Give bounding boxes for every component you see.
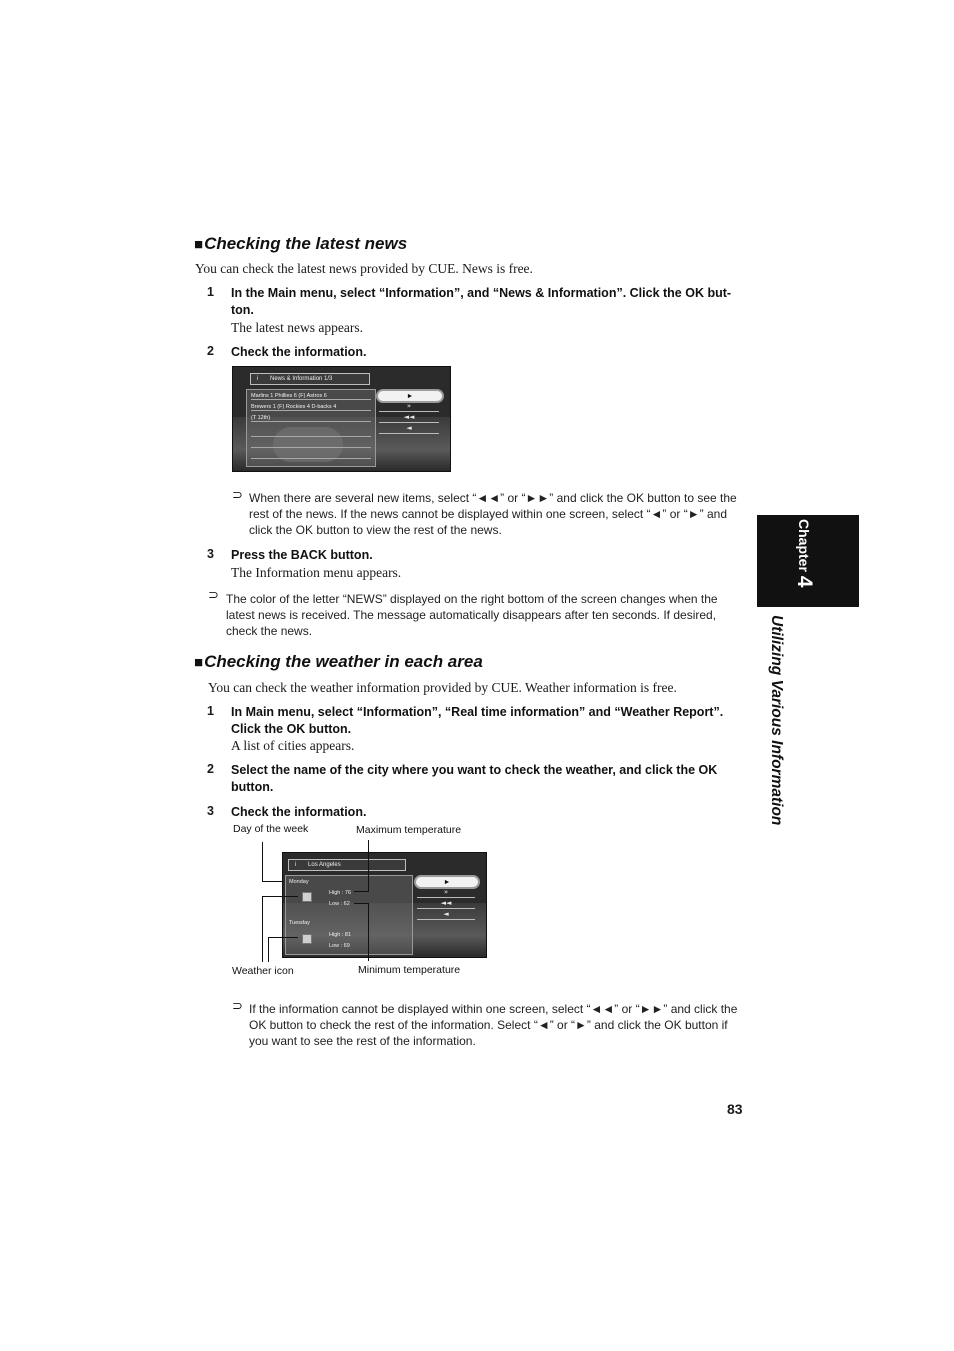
weather-step1-text bbox=[231, 704, 746, 738]
weather-intro: You can check the weather information provided by CUE. Weather information is free. bbox=[208, 680, 677, 695]
play-button[interactable] bbox=[376, 389, 444, 403]
weather-step2-text bbox=[231, 762, 746, 796]
screen-title: Los Angeles bbox=[308, 862, 341, 868]
back-button[interactable] bbox=[417, 910, 475, 920]
leader-line bbox=[268, 937, 269, 962]
news-heading-text: Checking the latest news bbox=[204, 234, 408, 253]
chapter-title: Utilizing Various Information bbox=[768, 615, 785, 826]
screen-title-bar bbox=[250, 373, 370, 385]
leader-line bbox=[354, 891, 369, 892]
step-number: 2 bbox=[207, 762, 214, 776]
news-list bbox=[246, 389, 376, 467]
fast-forward-button[interactable] bbox=[379, 402, 439, 412]
step-text: In the Main menu, select “Information”, and “News & Information”. Click the OK but- bbox=[231, 286, 732, 300]
chapter-number: 4 bbox=[793, 575, 816, 588]
step-text-cont: button. bbox=[231, 780, 274, 794]
back-icon: ◄ bbox=[443, 910, 449, 918]
low-temp: Low : 62 bbox=[329, 901, 350, 907]
leader-line bbox=[262, 881, 284, 882]
news-row[interactable]: Brewers 1 (F) Rockies 4 D-backs 4 bbox=[251, 404, 371, 411]
news-heading bbox=[194, 234, 407, 254]
news-row[interactable] bbox=[251, 450, 371, 459]
weather-heading-text: Checking the weather in each area bbox=[204, 652, 483, 671]
news-intro: You can check the latest news provided by CUE. News is free. bbox=[195, 261, 533, 276]
news-step2-text: Check the information. bbox=[231, 345, 367, 359]
play-icon: ► bbox=[443, 878, 451, 886]
info-icon: i bbox=[295, 862, 297, 868]
note-arrow-icon: ⊃ bbox=[232, 999, 243, 1014]
rewind-icon: ◄◄ bbox=[403, 413, 415, 421]
weather-icon bbox=[302, 934, 312, 944]
news-step3-text: Press the BACK button. bbox=[231, 548, 373, 562]
step-text-cont: Click the OK button. bbox=[231, 722, 352, 736]
rewind-icon: ◄◄ bbox=[440, 899, 452, 907]
callout-day-of-week: Day of the week bbox=[233, 823, 309, 835]
leader-line bbox=[262, 842, 263, 882]
step-number: 3 bbox=[207, 804, 214, 818]
leader-line bbox=[368, 840, 369, 892]
leader-line bbox=[354, 903, 369, 904]
fast-forward-icon: » bbox=[443, 888, 449, 896]
square-bullet-icon: ■ bbox=[194, 236, 204, 253]
low-temp: Low : 69 bbox=[329, 943, 350, 949]
news-step1-result: The latest news appears. bbox=[231, 320, 363, 335]
leader-line bbox=[368, 903, 369, 961]
news-step1-text bbox=[231, 285, 746, 319]
back-icon: ◄ bbox=[406, 424, 412, 432]
screen-title: News & Information 1/3 bbox=[270, 376, 333, 382]
weather-heading bbox=[194, 652, 483, 672]
step-number: 1 bbox=[207, 704, 214, 718]
leader-line bbox=[262, 896, 263, 962]
weather-step3-text: Check the information. bbox=[231, 805, 367, 819]
step-text: In Main menu, select “Information”, “Real time information” and “Weather Report”. bbox=[231, 705, 724, 719]
play-icon: ► bbox=[406, 392, 414, 400]
callout-weather-icon: Weather icon bbox=[232, 965, 294, 977]
callout-max-temp: Maximum temperature bbox=[356, 824, 462, 836]
weather-list bbox=[285, 875, 413, 955]
news-row[interactable]: Marlins 1 Phillies 6 (F) Astros 6 bbox=[251, 393, 371, 400]
weather-step1-result: A list of cities appears. bbox=[231, 738, 355, 753]
leader-line bbox=[268, 937, 298, 938]
news-step2-note: When there are several new items, select “◄◄” or “►►” and click the OK button to see the rest of the news. If the news cannot be displayed within one screen, select “◄” or “►” and click the OK button to view the rest of the news. bbox=[249, 491, 737, 537]
weather-screen-image bbox=[282, 852, 487, 958]
weather-note: If the information cannot be displayed within one screen, select “◄◄” or “►►” and click the OK button to check the rest of the information. Select “◄” or “►” and click the OK button if you want to see the rest of the information. bbox=[249, 1002, 738, 1048]
news-section-note: The color of the letter “NEWS” displayed on the right bottom of the screen changes when the latest news is received. The message automatically disappears after ten seconds. If desired, check the news. bbox=[226, 592, 718, 638]
rewind-button[interactable] bbox=[379, 413, 439, 423]
news-row[interactable]: (T 12th) bbox=[251, 415, 371, 422]
page-number: 83 bbox=[727, 1101, 743, 1117]
fast-forward-icon: » bbox=[406, 402, 412, 410]
news-row[interactable] bbox=[251, 439, 371, 448]
news-screen-image bbox=[232, 366, 451, 472]
chapter-word: Chapter bbox=[796, 519, 812, 572]
step-text-cont: ton. bbox=[231, 303, 254, 317]
news-row[interactable] bbox=[251, 428, 371, 437]
high-temp: High : 76 bbox=[329, 890, 352, 896]
back-button[interactable] bbox=[379, 424, 439, 434]
screen-title-bar bbox=[288, 859, 406, 871]
step-number: 3 bbox=[207, 547, 214, 561]
rewind-button[interactable] bbox=[417, 899, 475, 909]
note-arrow-icon: ⊃ bbox=[232, 488, 243, 503]
step-number: 1 bbox=[207, 285, 214, 299]
leader-line bbox=[262, 896, 298, 897]
chapter-label bbox=[792, 519, 816, 587]
fast-forward-button[interactable] bbox=[417, 888, 475, 898]
play-button[interactable] bbox=[414, 875, 480, 889]
square-bullet-icon: ■ bbox=[194, 654, 204, 671]
day-label: Tuesday bbox=[289, 920, 310, 926]
callout-min-temp: Minimum temperature bbox=[358, 964, 461, 976]
step-number: 2 bbox=[207, 344, 214, 358]
chapter-tab bbox=[757, 515, 859, 607]
day-label: Monday bbox=[289, 879, 309, 885]
step-text: Select the name of the city where you want to check the weather, and click the OK bbox=[231, 763, 718, 777]
high-temp: High : 81 bbox=[329, 932, 352, 938]
note-arrow-icon: ⊃ bbox=[208, 588, 219, 603]
news-step3-result: The Information menu appears. bbox=[231, 565, 402, 580]
weather-icon bbox=[302, 892, 312, 902]
chapter-label-block bbox=[792, 519, 816, 607]
info-icon: i bbox=[257, 376, 259, 382]
